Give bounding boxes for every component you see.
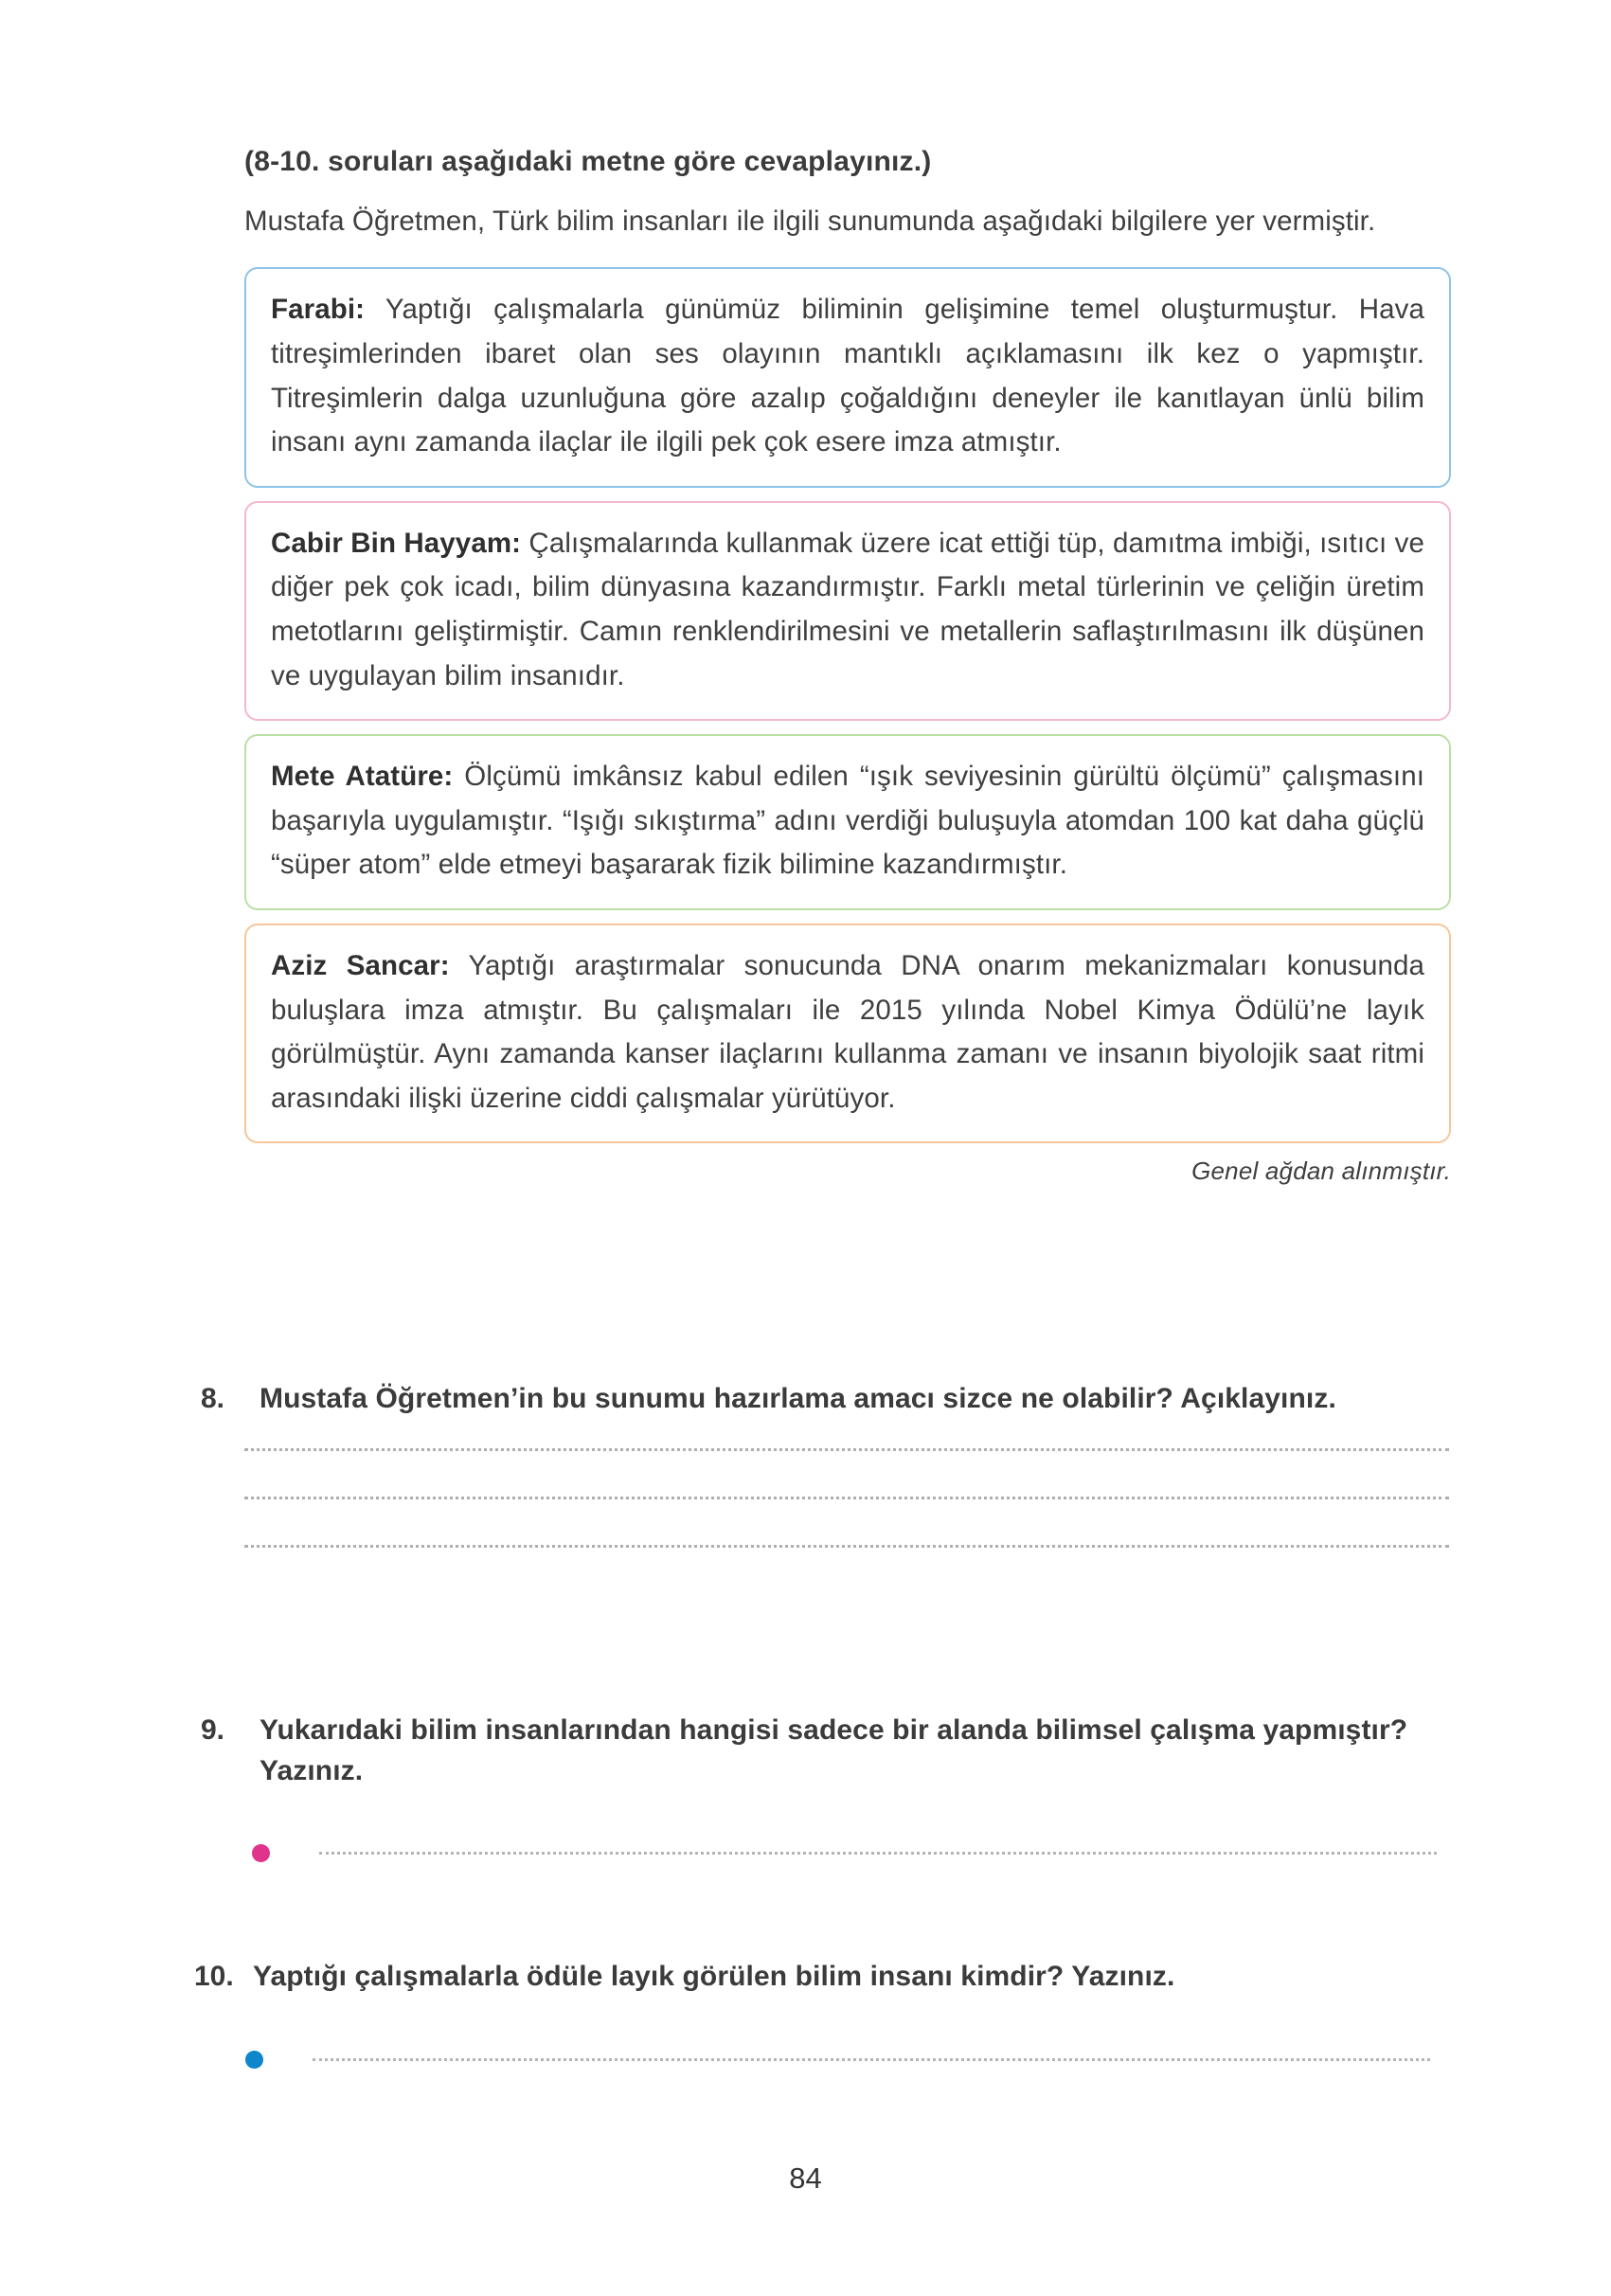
- info-box-farabi: [244, 267, 1451, 487]
- info-box-mete-atature: [244, 734, 1451, 910]
- scientist-description-farabi: Yaptığı çalışmalarla günümüz biliminin gelişimine temel oluşturmuştur. Hava titreşimlerinden ibaret olan ses olayının mantıklı açıklamasını ilk kez o yapmıştır. Titreşimlerin dalga uzunluğuna göre azalıp çoğaldığını deneyler ile kanıtlayan ünlü bilim insanı aynı zamanda ilaçlar ile ilgili pek çok esere imza atmıştır.: [271, 294, 1424, 458]
- question-8-number: 8.: [201, 1383, 225, 1414]
- answer-line[interactable]: [244, 1545, 1449, 1548]
- instruction-line: (8-10. soruları aşağıdaki metne göre cevaplayınız.): [244, 146, 932, 177]
- question-9: [201, 1711, 1456, 1791]
- answer-line[interactable]: [313, 2058, 1430, 2061]
- scientist-name-mete-atature: Mete Atatüre:: [271, 761, 454, 793]
- question-10: [194, 1957, 1456, 1998]
- scientist-name-aziz-sancar: Aziz Sancar:: [271, 950, 450, 982]
- scientist-name-farabi: Farabi:: [271, 294, 366, 326]
- question-9-answer-area[interactable]: [252, 1844, 1456, 1862]
- question-10-number: 10.: [194, 1961, 234, 1992]
- scientist-description-mete-atature: Ölçümü imkânsız kabul edilen “ışık seviyesinin gürültü ölçümü” çalışmasını başarıyla uygulamıştır. “Işığı sıkıştırma” adını verdiği buluşuyla atomdan 100 kat daha güçlü “süper atom” elde etmeyi başararak fizik bilimine kazandırmıştır.: [271, 761, 1424, 881]
- info-box-cabir-bin-hayyam: [244, 501, 1451, 721]
- answer-line[interactable]: [319, 1852, 1437, 1855]
- source-attribution: Genel ağdan alınmıştır.: [1191, 1157, 1451, 1186]
- question-9-number: 9.: [201, 1714, 225, 1746]
- bullet-point-icon: [252, 1844, 270, 1862]
- question-9-text: Yukarıdaki bilim insanlarından hangisi sadece bir alanda bilimsel çalışma yapmıştır? Yazınız.: [260, 1714, 1408, 1786]
- info-box-aziz-sancar: [244, 924, 1451, 1143]
- answer-line[interactable]: [244, 1448, 1449, 1451]
- question-8-answer-area[interactable]: [244, 1448, 1456, 1548]
- scientist-description-cabir-bin-hayyam: Çalışmalarında kullanmak üzere icat ettiği tüp, damıtma imbiği, ısıtıcı ve diğer pek çok icadı, bilim dünyasına kazandırmıştır. Farklı metal türlerinin ve çeliğin üretim metotlarını geliştirmiştir. Camın renklendirilmesini ve metallerin saflaştırılmasını ilk düşünen ve uygulayan bilim insanıdır.: [271, 527, 1424, 691]
- scientist-description-aziz-sancar: Yaptığı araştırmalar sonucunda DNA onarım mekanizmaları konusunda buluşlara imza atmıştır. Bu çalışmaları ile 2015 yılında Nobel Kimya Ödülü’ne layık görülmüştür. Aynı zamanda kanser ilaçlarını kullanma zamanı ve insanın biyolojik saat ritmi arasındaki ilişki üzerine ciddi çalışmalar yürütüyor.: [271, 950, 1424, 1114]
- bullet-point-icon: [245, 2051, 263, 2069]
- page-number: 84: [789, 2161, 822, 2195]
- question-8: [201, 1379, 1456, 1420]
- question-9-block: [201, 1684, 1456, 1862]
- question-10-answer-area[interactable]: [245, 2051, 1456, 2069]
- question-10-text: Yaptığı çalışmalarla ödüle layık görülen bilim insanı kimdir? Yazınız.: [253, 1961, 1175, 1992]
- page-content: [244, 144, 1451, 1186]
- question-8-block: [201, 1353, 1456, 1593]
- answer-line[interactable]: [244, 1497, 1449, 1499]
- question-10-block: [194, 1930, 1456, 2069]
- intro-paragraph: Mustafa Öğretmen, Türk bilim insanları ile ilgili sunumunda aşağıdaki bilgilere yer vermiştir.: [244, 205, 1376, 237]
- question-8-text: Mustafa Öğretmen’in bu sunumu hazırlama amacı sizce ne olabilir? Açıklayınız.: [260, 1383, 1336, 1414]
- scientist-name-cabir-bin-hayyam: Cabir Bin Hayyam:: [271, 527, 522, 559]
